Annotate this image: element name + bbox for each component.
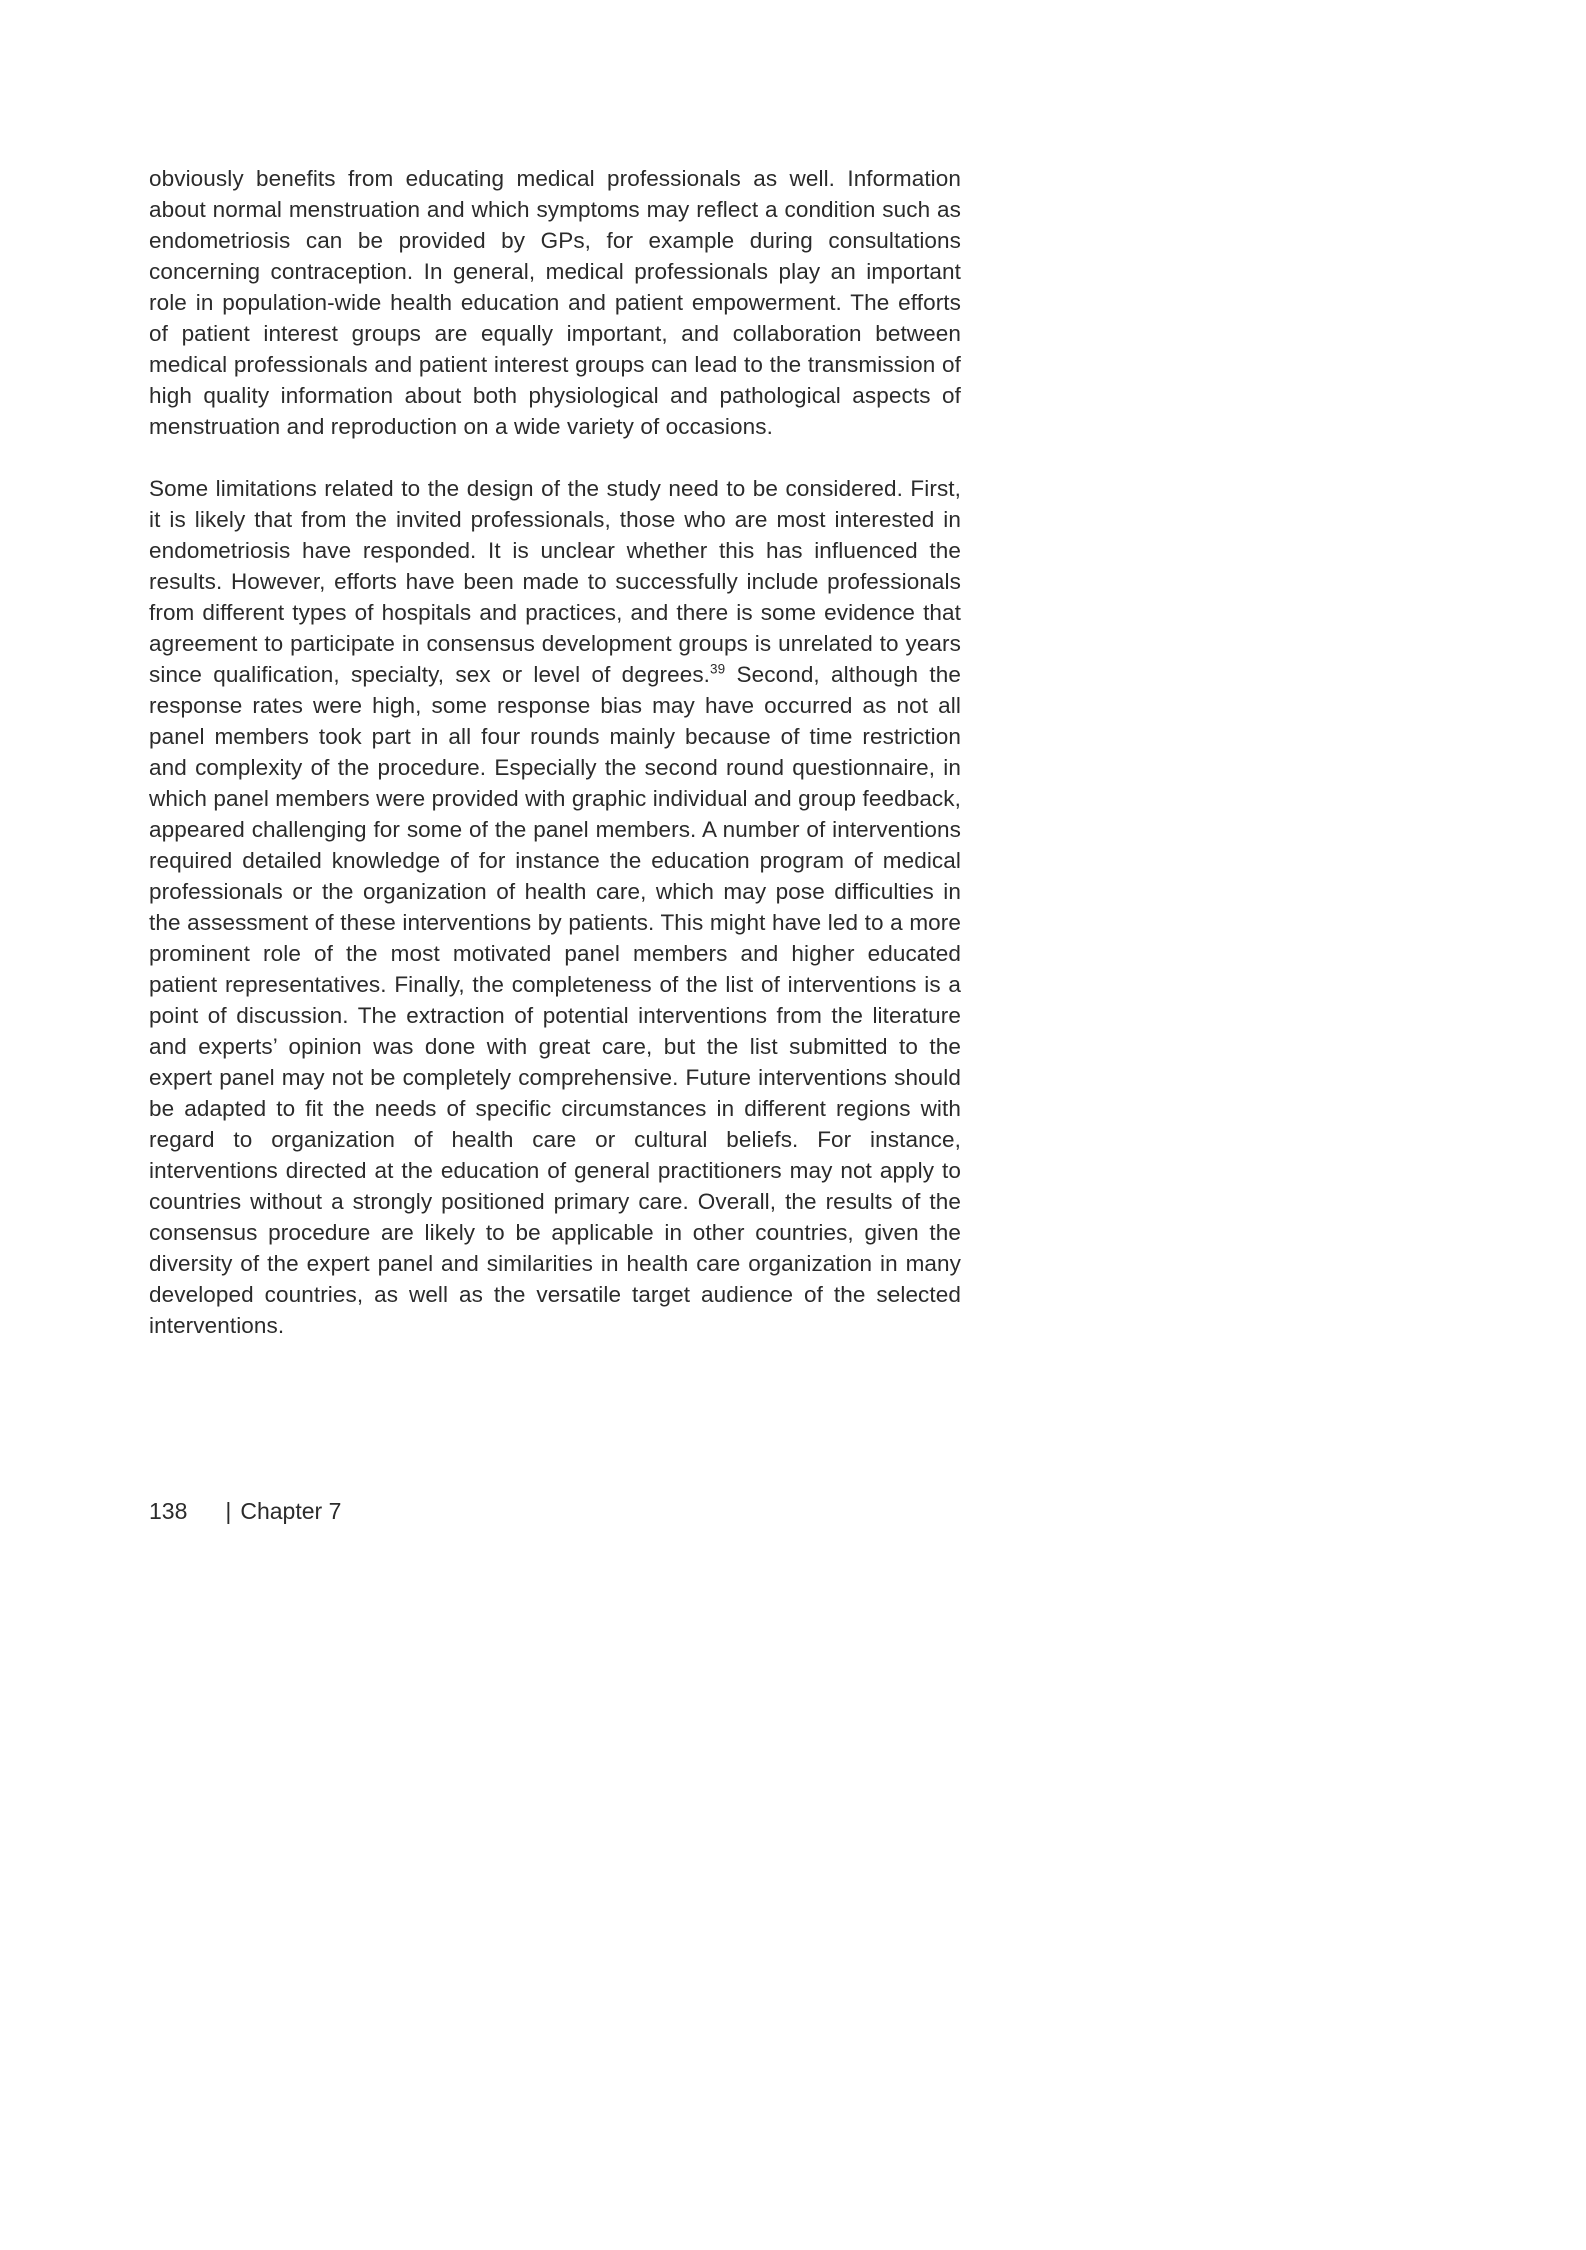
footnote-reference-39: 39 <box>710 661 726 677</box>
body-text <box>149 163 961 1372</box>
paragraph-2-text-after-footnote: Second, although the response rates were high, some response bias may have occurred as not all panel members took part in all four rounds mainly because of time restriction and complexity of the procedure. Especially the second round questionnaire, in which panel members were provided with graphic individual and group feedback, appeared challenging for some of the panel members. A number of interventions required detailed knowledge of for instance the education program of medical professionals or the organization of health care, which may pose difficulties in the assessment of these interventions by patients. This might have led to a more prominent role of the most motivated panel members and higher educated patient representatives. Finally, the completeness of the list of interventions is a point of discussion. The extraction of potential interventions from the literature and experts’ opinion was done with great care, but the list submitted to the expert panel may not be completely comprehensive. Future interventions should be adapted to fit the needs of specific circumstances in different regions with regard to organization of health care or cultural beliefs. For instance, interventions directed at the education of general practitioners may not apply to countries without a strongly positioned primary care. Overall, the results of the consensus procedure are likely to be applicable in other countries, given the diversity of the expert panel and similarities in health care organization in many developed countries, as well as the versatile target audience of the selected interventions. <box>149 662 962 1338</box>
page-number: 138 <box>149 1498 188 1524</box>
paragraph-2 <box>149 473 961 1341</box>
paragraph-1: obviously benefits from educating medical professionals as well. Information about normal menstruation and which symptoms may reflect a condition such as endometriosis can be provided by GPs, for example during consultations concerning contraception. In general, medical professionals play an important role in population-wide health education and patient empowerment. The efforts of patient interest groups are equally important, and collaboration between medical professionals and patient interest groups can lead to the transmission of high quality information about both physiological and pathological aspects of menstruation and reproduction on a wide variety of occasions. <box>149 166 961 439</box>
footer-separator: | <box>225 1498 232 1524</box>
page-footer <box>149 1496 341 1527</box>
chapter-label: Chapter 7 <box>240 1498 342 1524</box>
paragraph-2-text-before-footnote: Some limitations related to the design of the study need to be considered. First, it is likely that from the invited professionals, those who are most interested in endometriosis have responded. It is unclear whether this has influenced the results. However, efforts have been made to successfully include professionals from different types of hospitals and practices, and there is some evidence that agreement to participate in consensus development groups is unrelated to years since qualification, specialty, sex or level of degrees. <box>149 476 961 687</box>
